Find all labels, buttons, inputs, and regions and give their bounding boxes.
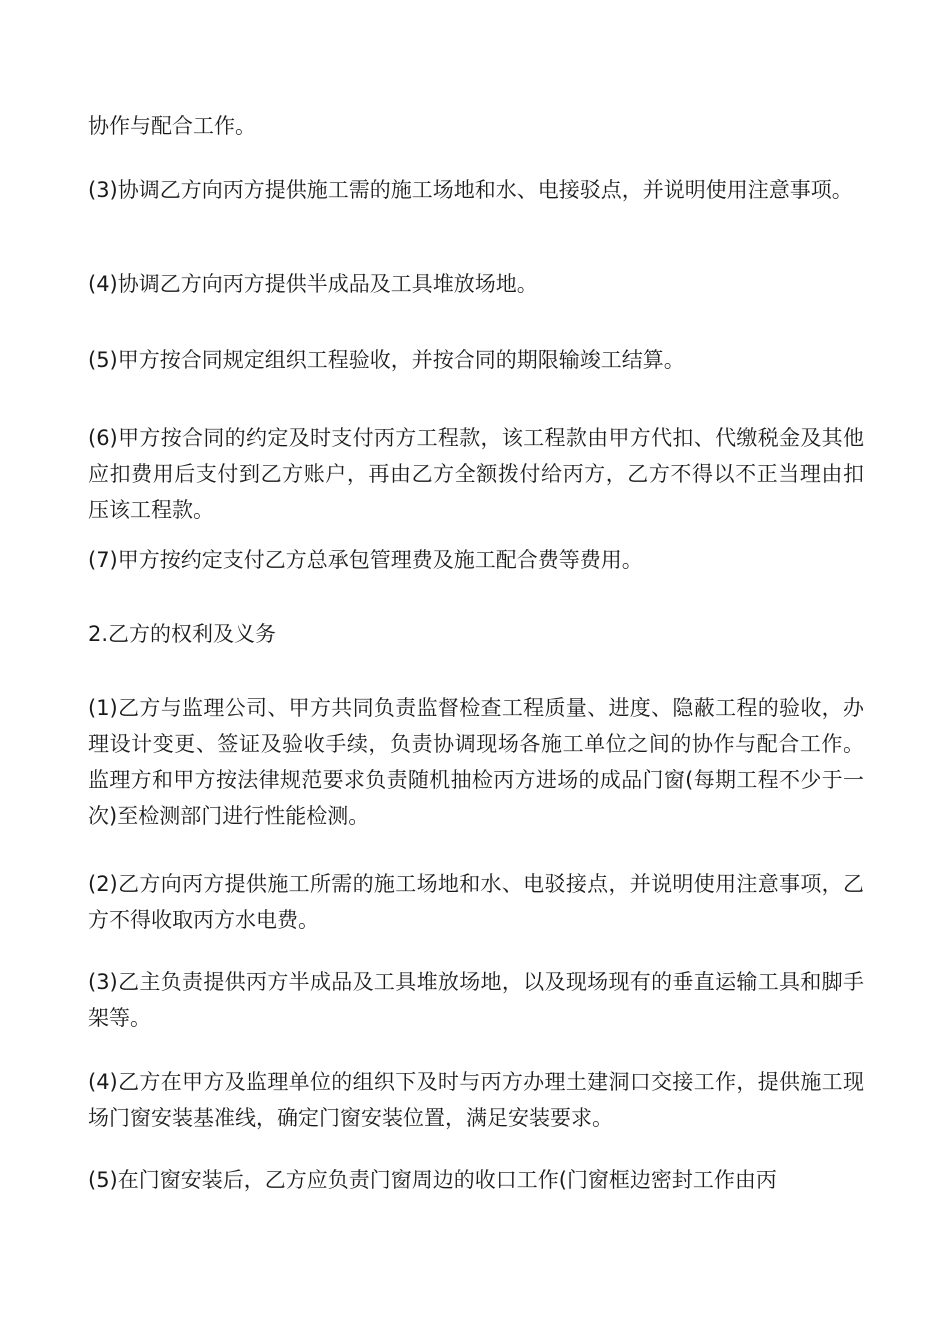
- paragraph-item-7: (7)甲方按约定支付乙方总承包管理费及施工配合费等费用。: [88, 548, 643, 572]
- paragraph-continuation: 协作与配合工作。: [88, 114, 256, 138]
- paragraph-b-item-5: (5)在门窗安装后，乙方应负责门窗周边的收口工作(门窗框边密封工作由丙: [88, 1168, 777, 1192]
- paragraph-item-3: (3)协调乙方向丙方提供施工需的施工场地和水、电接驳点，并说明使用注意事项。: [88, 178, 853, 202]
- paragraph-item-6: (6)甲方按合同的约定及时支付丙方工程款，该工程款由甲方代扣、代缴税金及其他应扣费用后支付到乙方账户，再由乙方全额拨付给丙方，乙方不得以不正当理由扣压该工程款。: [88, 426, 864, 522]
- paragraph-b-item-4: (4)乙方在甲方及监理单位的组织下及时与丙方办理土建洞口交接工作，提供施工现场门窗安装基准线，确定门窗安装位置，满足安装要求。: [88, 1070, 864, 1130]
- paragraph-item-5: (5)甲方按合同规定组织工程验收，并按合同的期限输竣工结算。: [88, 348, 685, 372]
- paragraph-b-item-2: (2)乙方向丙方提供施工所需的施工场地和水、电驳接点，并说明使用注意事项，乙方不得收取丙方水电费。: [88, 872, 864, 932]
- paragraph-b-item-1: (1)乙方与监理公司、甲方共同负责监督检查工程质量、进度、隐蔽工程的验收，办理设计变更、签证及验收手续，负责协调现场各施工单位之间的协作与配合工作。监理方和甲方按法律规范要求负责随机抽检丙方进场的成品门窗(每期工程不少于一次)至检测部门进行性能检测。: [88, 696, 864, 828]
- paragraph-b-item-3: (3)乙主负责提供丙方半成品及工具堆放场地，以及现场现有的垂直运输工具和脚手架等。: [88, 970, 864, 1030]
- section-heading: 2.乙方的权利及义务: [88, 622, 277, 646]
- paragraph-item-4: (4)协调乙方向丙方提供半成品及工具堆放场地。: [88, 272, 538, 296]
